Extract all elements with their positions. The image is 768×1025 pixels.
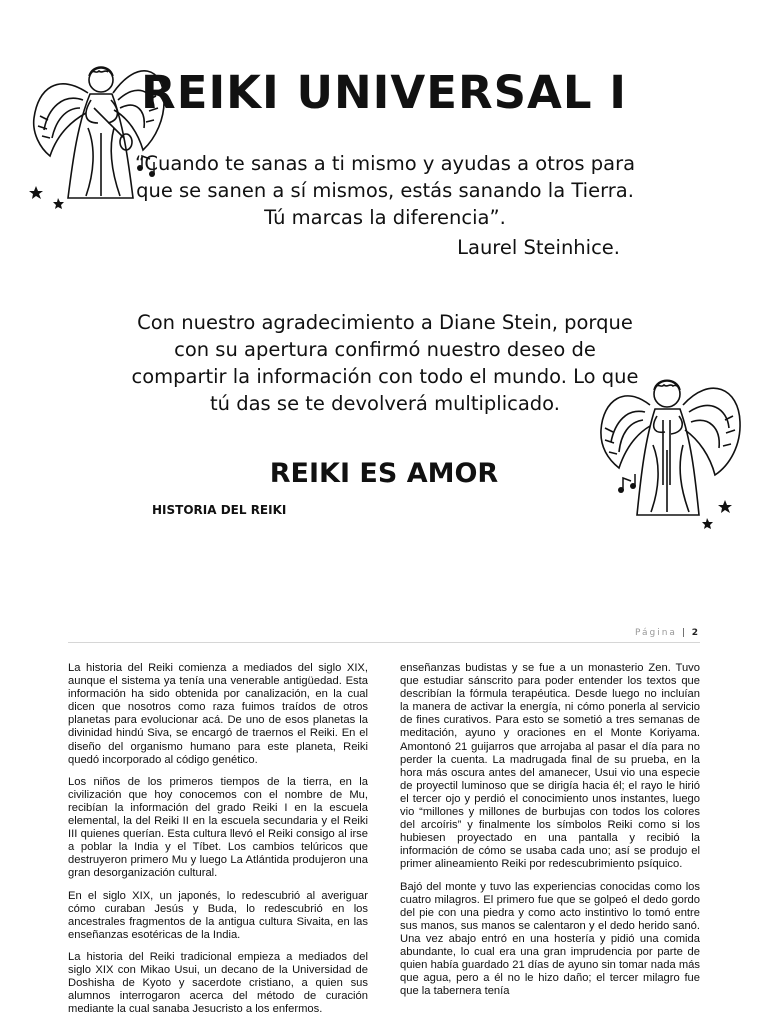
text-column-left [68,662,368,1025]
acknowledgement-text: Con nuestro agradecimiento a Diane Stein, porque con su apertura confirmó nuestro deseo de compartir la información con todo el mundo. Lo que tú das se te devolverá multiplicado. [131,311,639,415]
quote-author: Laurel Steinhice. [457,236,620,259]
paragraph: En el siglo XIX, un japonés, lo redescubrió al averiguar cómo curaban Jesús y Buda, lo redescubrió en los ancestrales fragmentos de la antigua cultura Sivaita, en las enseñanzas esotéricas de la India. [68,889,368,941]
paragraph: Bajó del monte y tuvo las experiencias conocidas como los cuatro milagros. El primero fue que se golpeó el dedo gordo del pie con una piedra y como acto instintivo lo tomó entre sus manos, sus manos se calentaron y el dedo herido sanó. Una vez abajo entró en una hostería y pidió una comida abundante, lo cual era una gran imprudencia por parte de quien había guardado 21 días de ayuno sin tomar nada más que agua, pero a él no le hizo daño; el tercer milagro fue que la tabernera tenía [400,880,700,998]
section-heading: HISTORIA DEL REIKI [152,503,287,517]
text-column-right [400,662,700,1007]
page-divider [68,642,700,643]
motto-heading: REIKI ES AMOR [269,458,499,489]
paragraph: Los niños de los primeros tiempos de la tierra, en la civilización que hoy conocemos con el nombre de Mu, recibían la información del grado Reiki I en la escuela elemental, la del Reiki II en la escuela secundaria y el Reiki III quienes querían. Esta cultura llevó el Reiki consigo al irse a poblar la India y el Tíbet. Los cambios telúricos que destruyeron primero Mu y luego La Atlántida produjeron una gran desorganización cultural. [68,775,368,880]
page-number [635,628,700,638]
page-number-value: 2 [691,628,700,638]
page-title: REIKI UNIVERSAL I [141,66,627,119]
quote-text: “Cuando te sanas a ti mismo y ayudas a otros para que se sanen a sí mismos, estás sanando la Tierra. Tú marcas la diferencia”. [134,152,636,229]
paragraph: enseñanzas budistas y se fue a un monasterio Zen. Tuvo que estudiar sánscrito para poder entender los textos que describían la fórmula terapéutica. Desde luego no incluían la manera de activar la energía, ni cómo ponerla al servicio de fines curativos. Para esto se sometió a tres semanas de meditación, ayuno y oraciones en el Monte Koriyama. Amontonó 21 guijarros que arrojaba al pasar el día para no perder la cuenta. La madrugada final de su prueba, en la hora más oscura antes del amanecer, Usui vio una especie de proyectil luminoso que se dirigía hacia él; el rayo le hirió el tercer ojo y perdió el conocimiento unos instantes, luego vio “millones y millones de burbujas con todos los colores del arcoíris” y finalmente los símbolos Reiki como si los hubiesen proyectado en una pantalla y recibió la información de cómo se usaba cada uno; así se produjo el primer alineamiento Reiki por redescubrimiento psíquico. [400,662,700,871]
paragraph: La historia del Reiki comienza a mediados del siglo XIX, aunque el sistema ya tenía una venerable antigüedad. Esta información ha sido obtenida por canalización, en la cual dicen que nosotros como raza fuimos traídos de otros planetas para evolucionar acá. De uno de esos planetas la divinidad hindú Siva, se encargó de traernos el Reiki. En el diseño del organismo humano para este planeta, Reiki quedó incorporado al código genético. [68,662,368,766]
paragraph: La historia del Reiki tradicional empieza a mediados del siglo XIX con Mikao Usui, un decano de la Universidad de Doshisha de Kyoto y sacerdote cristiano, a quien sus alumnos interrogaron acerca del método de curación mediante la cual sanaba Jesucristo a los enfermos. [68,950,368,1016]
page-separator: | [681,628,687,638]
page-label: Página [634,628,677,638]
